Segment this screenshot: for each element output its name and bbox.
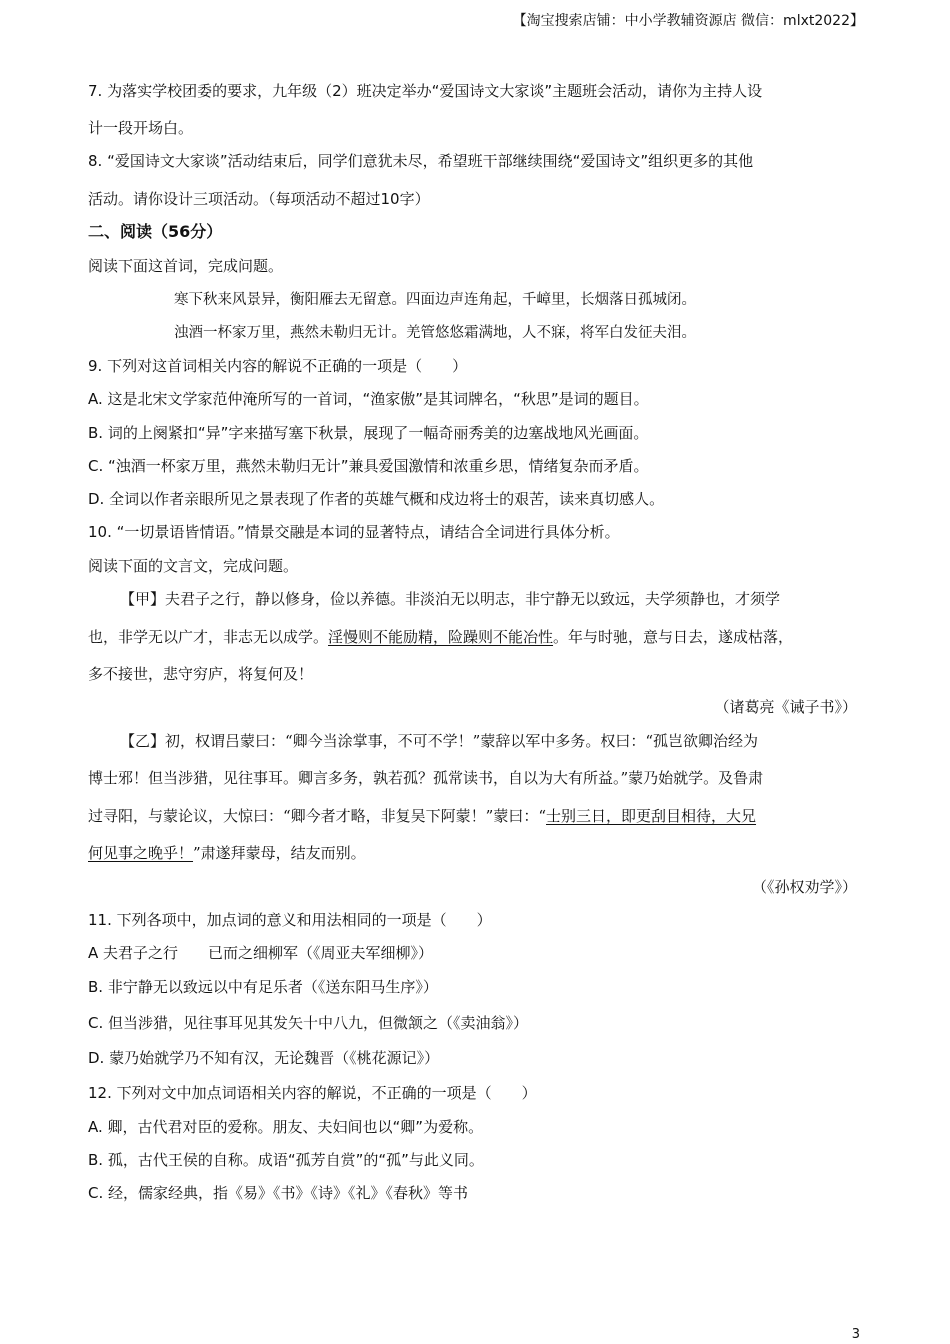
q12-option-b: B. 孤，古代王侯的自称。成语“孤芳自赏”的“孤”与此义同。 <box>88 1151 484 1169</box>
yi-underlined-sentence: 何见事之晚乎！ <box>88 844 194 862</box>
q10-stem: 10. “一切景语皆情语。”情景交融是本词的显著特点，请结合全词进行具体分析。 <box>88 523 620 541</box>
q12-option-c: C. 经，儒家经典，指《易》《书》《诗》《礼》《春秋》等书 <box>88 1184 469 1202</box>
q11-option-c: C. 但当涉猎，见往事耳见其发矢十中八九，但微颔之（《卖油翁》） <box>88 1014 529 1032</box>
yi-line <box>88 806 756 826</box>
jia-underlined-sentence: 淫慢则不能励精，险躁则不能冶性 <box>328 628 554 646</box>
yi-underlined-sentence: 士别三日，即更刮目相待，大兄 <box>546 807 757 825</box>
yi-line: 【乙】初，权谓吕蒙曰：“卿今当涂掌事，不可不学！”蒙辞以军中多务。权曰：“孤岂欲卿治经为 <box>120 732 759 750</box>
q9-option-b: B. 词的上阕紧扣“异”字来描写塞下秋景，展现了一幅奇丽秀美的边塞战地风光画面。 <box>88 424 649 442</box>
section-heading: 二、阅读（56分） <box>88 222 223 241</box>
q8-line2: 活动。请你设计三项活动。（每项活动不超过10字） <box>88 190 430 208</box>
q9-stem: 9. 下列对这首词相关内容的解说不正确的一项是（ ） <box>88 357 468 375</box>
q8-line1: 8. “爱国诗文大家谈”活动结束后，同学们意犹未尽，希望班干部继续围绕“爱国诗文”组织更多的其他 <box>88 152 754 170</box>
poem-line: 寒下秋来风景异，衡阳雁去无留意。四面边声连角起，千嶂里，长烟落日孤城闭。 <box>174 292 696 308</box>
jia-text: 也，非学无以广才，非志无以成学。 <box>88 628 329 646</box>
jia-source: （诸葛亮《诫子书》） <box>714 698 857 716</box>
q12-option-a: A. 卿，古代君对臣的爱称。朋友、夫妇间也以“卿”为爱称。 <box>88 1118 484 1136</box>
jia-line <box>88 627 793 647</box>
yi-line: 博士邪！但当涉猎，见往事耳。卿言多务，孰若孤？孤常读书，自以为大有所益。”蒙乃始就学。及鲁肃 <box>88 769 764 787</box>
q12-stem: 12. 下列对文中加点词语相关内容的解说，不正确的一项是（ ） <box>88 1084 537 1102</box>
yi-text: ”肃遂拜蒙母，结友而别。 <box>193 844 366 862</box>
q7-line1: 7. 为落实学校团委的要求，九年级（2）班决定举办“爱国诗文大家谈”主题班会活动，请你为主持人设 <box>88 82 763 100</box>
q11-option-d: D. 蒙乃始就学乃不知有汉，无论魏晋（《桃花源记》） <box>88 1049 440 1067</box>
yi-text: 过寻阳，与蒙论议，大惊曰：“卿今者才略，非复吴下阿蒙！”蒙曰：“ <box>88 807 547 825</box>
q9-option-d: D. 全词以作者亲眼所见之景表现了作者的英雄气概和戍边将士的艰苦，读来真切感人。 <box>88 490 665 508</box>
wenyan-intro: 阅读下面的文言文，完成问题。 <box>88 557 299 575</box>
q11-option-a: A 夫君子之行 已而之细柳军（《周亚夫军细柳》） <box>88 944 434 962</box>
q11-stem: 11. 下列各项中，加点词的意义和用法相同的一项是（ ） <box>88 911 492 929</box>
page-header: 【淘宝搜索店铺：中小学教辅资源店 微信：mlxt2022】 <box>512 13 864 29</box>
yi-line <box>88 843 366 863</box>
jia-line: 多不接世，悲守穷庐，将复何及！ <box>88 665 314 683</box>
q9-option-a: A. 这是北宋文学家范仲淹所写的一首词，“渔家傲”是其词牌名，“秋思”是词的题目。 <box>88 390 649 408</box>
page-number: 3 <box>851 1327 860 1342</box>
yi-source: （《孙权劝学》） <box>751 878 857 896</box>
jia-text: 。年与时驰，意与日去，遂成枯落， <box>553 628 794 646</box>
q9-option-c: C. “浊酒一杯家万里，燕然未勒归无计”兼具爱国激情和浓重乡思，情绪复杂而矛盾。 <box>88 457 649 475</box>
poem-intro: 阅读下面这首词，完成问题。 <box>88 257 284 275</box>
poem-line: 浊酒一杯家万里，燕然未勒归无计。羌管悠悠霜满地，人不寐，将军白发征夫泪。 <box>174 325 696 341</box>
jia-line: 【甲】夫君子之行，静以修身，俭以养德。非淡泊无以明志，非宁静无以致远，夫学须静也，才须学 <box>120 590 781 608</box>
q7-line2: 计一段开场白。 <box>88 119 194 137</box>
q11-option-b: B. 非宁静无以致远以中有足乐者（《送东阳马生序》） <box>88 978 438 996</box>
